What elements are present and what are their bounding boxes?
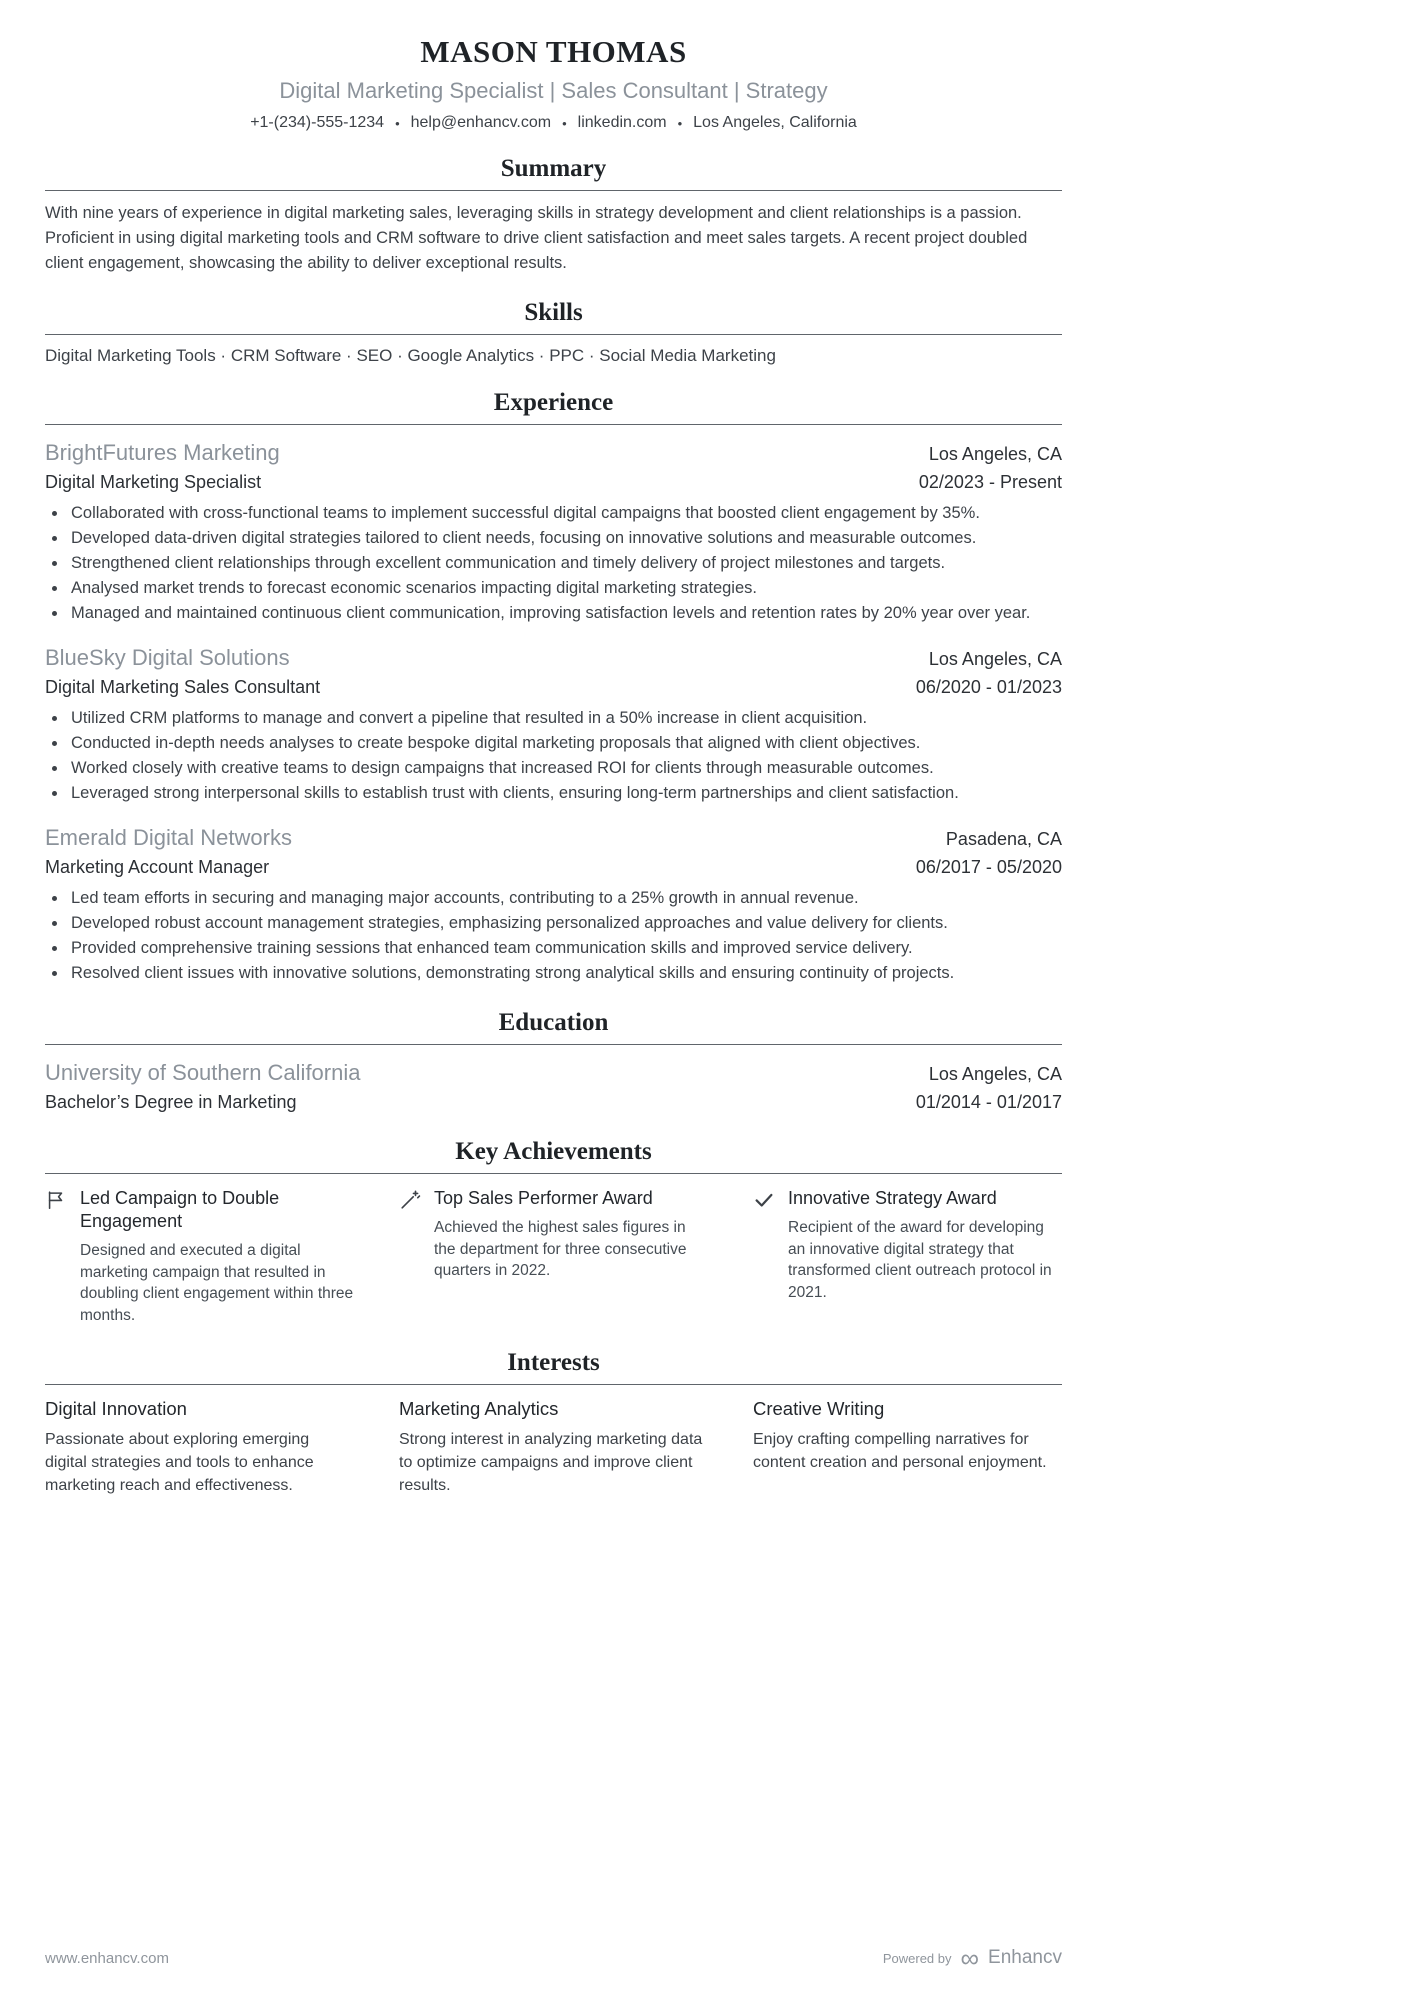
education-entry	[45, 1058, 1062, 1115]
summary-section	[45, 155, 1062, 276]
enhancv-logo-icon: ∞	[960, 1943, 980, 1973]
summary-heading: Summary	[45, 155, 1062, 191]
job-location: Pasadena, CA	[945, 829, 1062, 849]
education-dates: 01/2014 - 01/2017	[915, 1092, 1062, 1112]
achievement-item	[399, 1187, 708, 1326]
interest-item	[753, 1398, 1062, 1497]
powered-by-label: Powered by	[882, 1950, 952, 1966]
linkedin-text: linkedin.com	[577, 114, 667, 131]
achievement-content	[434, 1187, 708, 1326]
achievements-heading: Key Achievements	[45, 1138, 1062, 1174]
job-location: Los Angeles, CA	[928, 444, 1062, 464]
magic-wand-icon	[399, 1187, 423, 1326]
contact-line	[45, 114, 1062, 132]
bullet-item: • Provided comprehensive training sessions that enhanced team communication skills and improved service delivery.	[68, 936, 1062, 961]
company-name: BrightFutures Marketing	[45, 440, 280, 465]
skills-list: Digital Marketing Tools · CRM Software · SEO · Google Analytics · PPC · Social Media Marketing	[45, 346, 776, 365]
enhancv-url: www.enhancv.com	[45, 1949, 169, 1967]
experience-section	[45, 389, 1062, 986]
bullet-item: • Leveraged strong interpersonal skills to establish trust with clients, ensuring long-term partnerships and client satisfaction.	[68, 781, 1062, 806]
education-heading: Education	[45, 1009, 1062, 1045]
job-title: Digital Marketing Specialist	[45, 472, 262, 492]
email-address: help@enhancv.com	[410, 114, 552, 131]
phone-number: +1-(234)-555-1234	[250, 114, 385, 131]
bullet-item: • Led team efforts in securing and managing major accounts, contributing to a 25% growth in annual revenue.	[68, 886, 1062, 911]
company-name: Emerald Digital Networks	[45, 825, 292, 850]
interest-item	[399, 1398, 708, 1497]
bullet-item: • Developed robust account management strategies, emphasizing personalized approaches and value delivery for clients.	[68, 911, 1062, 936]
job-entry	[45, 438, 1062, 626]
experience-heading: Experience	[45, 389, 1062, 425]
achievement-title: Led Campaign to Double Engagement	[80, 1188, 280, 1231]
school-location: Los Angeles, CA	[928, 1064, 1062, 1084]
achievement-title: Top Sales Performer Award	[434, 1188, 653, 1208]
job-dates: 06/2020 - 01/2023	[915, 677, 1062, 697]
interest-title: Creative Writing	[753, 1398, 885, 1419]
achievement-text: Recipient of the award for developing an innovative digital strategy that transformed client outreach protocol in 2021.	[788, 1219, 1052, 1301]
job-location: Los Angeles, CA	[928, 649, 1062, 669]
candidate-headline: Digital Marketing Specialist | Sales Consultant | Strategy	[279, 78, 828, 103]
achievement-item	[45, 1187, 354, 1326]
skills-section	[45, 299, 1062, 366]
interest-text: Enjoy crafting compelling narratives for content creation and personal enjoyment.	[753, 1431, 1047, 1471]
achievement-text: Designed and executed a digital marketing campaign that resulted in doubling client engagement within three months.	[80, 1242, 354, 1324]
achievements-section	[45, 1138, 1062, 1326]
bullet-item: • Developed data-driven digital strategies tailored to client needs, focusing on innovative solutions and measurable outcomes.	[68, 526, 1062, 551]
bullet-item: • Analysed market trends to forecast economic scenarios impacting digital marketing strategies.	[68, 576, 1062, 601]
bullet-item: • Worked closely with creative teams to design campaigns that increased ROI for clients through measurable outcomes.	[68, 756, 1062, 781]
resume-header	[45, 34, 1062, 132]
enhancv-brand: Enhancv	[988, 1947, 1062, 1968]
resume-page	[45, 0, 1062, 1497]
achievement-title: Innovative Strategy Award	[788, 1188, 997, 1208]
bullet-item: • Managed and maintained continuous client communication, improving satisfaction levels and retention rates by 20% year over year.	[68, 601, 1062, 626]
interests-section	[45, 1349, 1062, 1497]
achievement-content	[788, 1187, 1062, 1326]
separator-dot-icon: •	[677, 115, 683, 131]
school-name: University of Southern California	[45, 1060, 361, 1085]
interest-item	[45, 1398, 354, 1497]
job-bullet-list	[45, 501, 1062, 626]
location-text: Los Angeles, California	[693, 114, 857, 131]
job-title: Marketing Account Manager	[45, 857, 270, 877]
bullet-item: • Resolved client issues with innovative solutions, demonstrating strong analytical skills and ensuring continuity of projects.	[68, 961, 1062, 986]
skills-heading: Skills	[45, 299, 1062, 335]
job-dates: 02/2023 - Present	[918, 472, 1062, 492]
interests-heading: Interests	[45, 1349, 1062, 1385]
candidate-name: MASON THOMAS	[420, 34, 687, 69]
interest-title: Digital Innovation	[45, 1398, 187, 1419]
interest-title: Marketing Analytics	[399, 1398, 559, 1419]
interest-text: Passionate about exploring emerging digital strategies and tools to enhance marketing reach and effectiveness.	[45, 1431, 314, 1494]
bullet-item: • Conducted in-depth needs analyses to create bespoke digital marketing proposals that aligned with client objectives.	[68, 731, 1062, 756]
job-entry	[45, 823, 1062, 986]
company-name: BlueSky Digital Solutions	[45, 645, 290, 670]
summary-text: With nine years of experience in digital marketing sales, leveraging skills in strategy development and client relationships is a passion. Proficient in using digital marketing tools and CRM software to drive client satisfaction and meet sales targets. A recent project doubled client engagement, showcasing the ability to deliver exceptional results.	[45, 204, 1028, 272]
interests-grid	[45, 1398, 1062, 1497]
education-section	[45, 1009, 1062, 1115]
achievement-item	[753, 1187, 1062, 1326]
separator-dot-icon: •	[562, 115, 567, 131]
job-bullet-list	[45, 706, 1062, 806]
powered-by	[882, 1943, 1062, 1973]
job-bullet-list	[45, 886, 1062, 986]
separator-dot-icon: •	[395, 115, 400, 131]
job-dates: 06/2017 - 05/2020	[915, 857, 1062, 877]
achievements-grid	[45, 1187, 1062, 1326]
job-title: Digital Marketing Sales Consultant	[45, 677, 321, 697]
degree-name: Bachelor’s Degree in Marketing	[45, 1092, 297, 1112]
flag-icon	[45, 1187, 69, 1326]
job-entry	[45, 643, 1062, 806]
achievement-text: Achieved the highest sales figures in the department for three consecutive quarters in 2022.	[434, 1219, 687, 1279]
check-icon	[753, 1187, 777, 1326]
interest-text: Strong interest in analyzing marketing data to optimize campaigns and improve client results.	[399, 1431, 703, 1494]
bullet-item: • Strengthened client relationships through excellent communication and timely delivery of project milestones and targets.	[68, 551, 1062, 576]
achievement-content	[80, 1187, 354, 1326]
page-footer	[45, 1943, 1062, 1973]
bullet-item: • Collaborated with cross-functional teams to implement successful digital campaigns that boosted client engagement by 35%.	[68, 501, 1062, 526]
bullet-item: • Utilized CRM platforms to manage and convert a pipeline that resulted in a 50% increase in client acquisition.	[68, 706, 1062, 731]
